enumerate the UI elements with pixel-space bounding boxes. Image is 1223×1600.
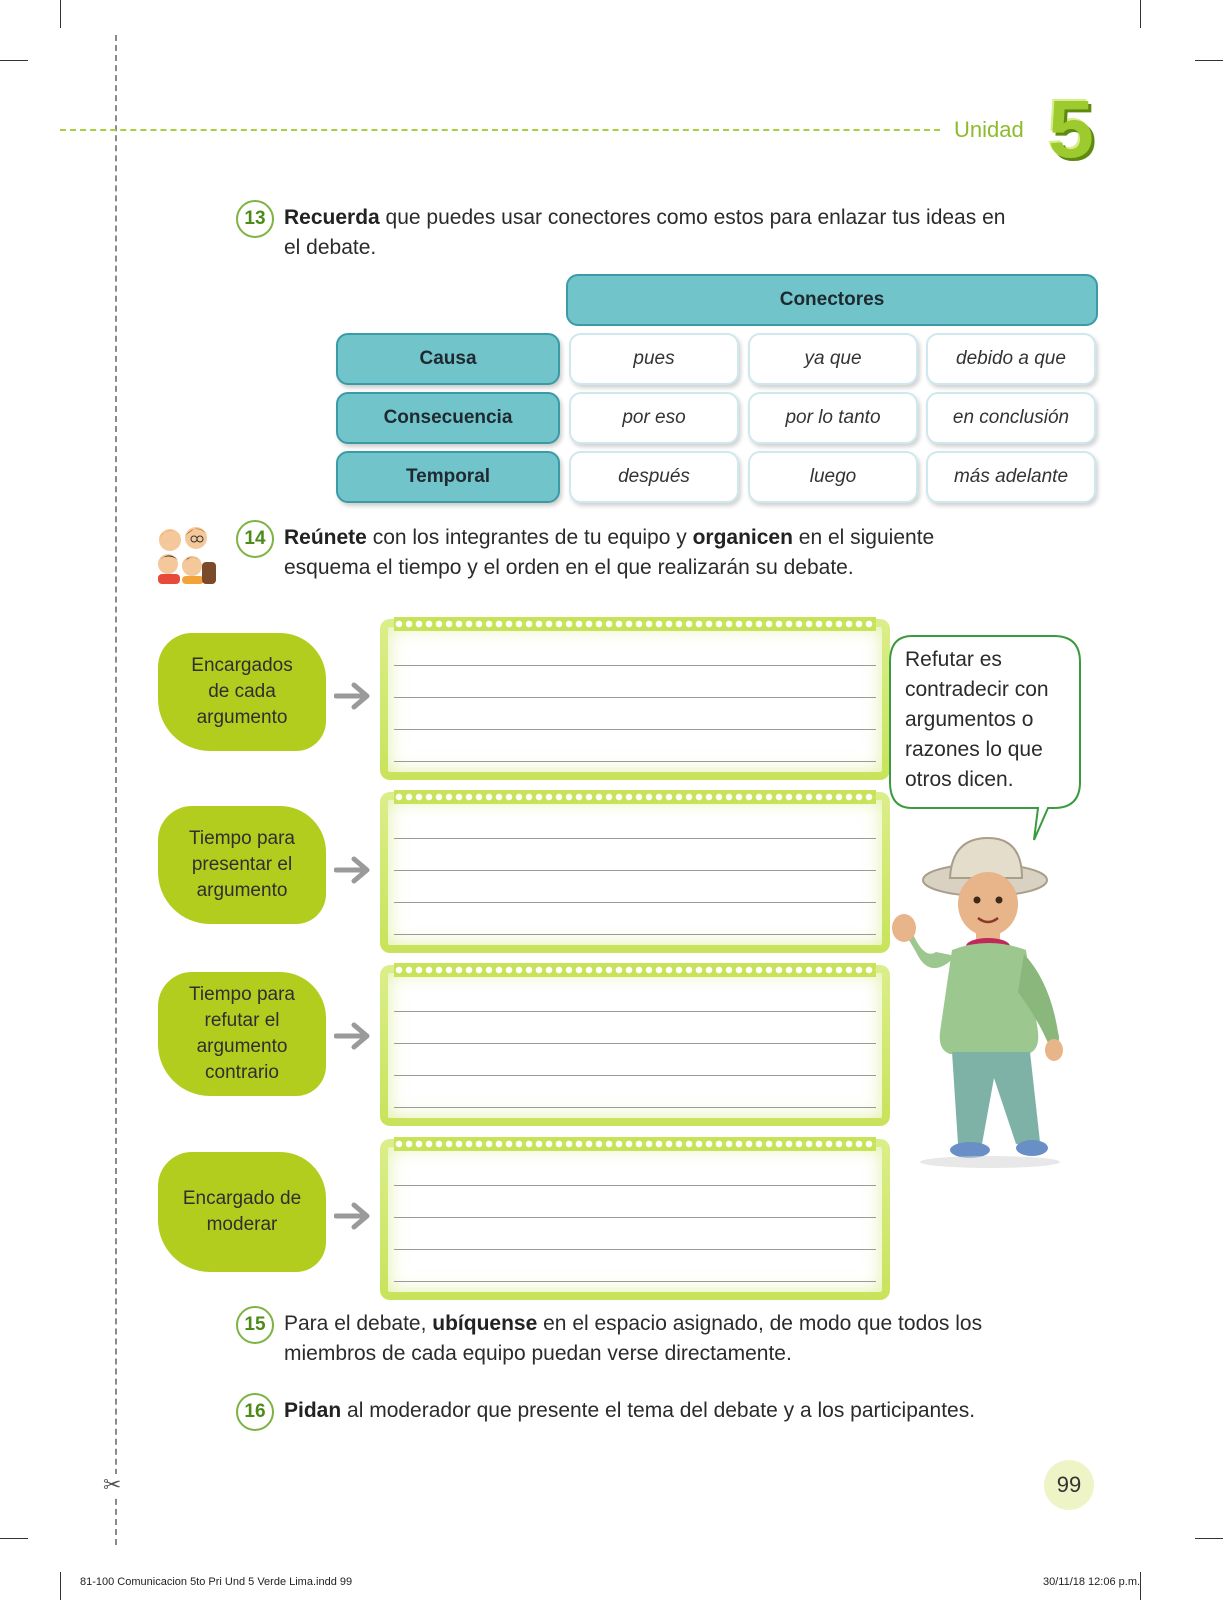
notepad-writing-area[interactable] <box>380 619 890 780</box>
schema-label-line: argumento <box>196 880 288 901</box>
connector-cell: más adelante <box>926 451 1096 503</box>
notepad-writing-area[interactable] <box>380 1139 890 1300</box>
schema-label-tiempo-presentar <box>158 806 326 924</box>
activity-16-bold: Pidan <box>284 1399 342 1422</box>
activity-16-text-1: al moderador que presente el tema del debate y a los participantes. <box>341 1399 976 1422</box>
crop-mark <box>1195 1538 1223 1539</box>
bubble-line: Refutar es <box>905 648 1002 671</box>
bubble-line: razones lo que <box>905 738 1043 761</box>
schema-label-moderar <box>158 1152 326 1272</box>
writing-line <box>394 870 876 871</box>
schema-label-line: argumento <box>196 707 288 728</box>
activity-14-bold-2: organicen <box>692 526 793 549</box>
activity-15-line-2: miembros de cada equipo puedan verse directamente. <box>284 1342 792 1365</box>
activity-14-line-2: esquema el tiempo y el orden en el que realizarán su debate. <box>284 556 854 579</box>
schema-label-encargados <box>158 633 326 751</box>
activity-14-text-1: con los integrantes de tu equipo y <box>366 526 693 549</box>
writing-line <box>394 1217 876 1218</box>
row-label-consecuencia: Consecuencia <box>336 392 560 444</box>
notepad-writing-area[interactable] <box>380 792 890 953</box>
notepad-writing-area[interactable] <box>380 965 890 1126</box>
unit-number: 5 <box>1048 84 1094 175</box>
writing-line <box>394 1185 876 1186</box>
arrow-right-icon <box>334 1021 372 1051</box>
schema-label-line: Encargados <box>191 655 293 676</box>
activity-number: 13 <box>236 200 274 238</box>
row-label-temporal: Temporal <box>336 451 560 503</box>
writing-line <box>394 1075 876 1076</box>
writing-line <box>394 1107 876 1108</box>
activity-15-text-2: en el espacio asignado, de modo que todos los <box>537 1312 983 1335</box>
crop-mark <box>0 60 28 61</box>
speech-bubble-text <box>905 645 1085 795</box>
writing-line <box>394 697 876 698</box>
crop-mark <box>1140 1572 1141 1600</box>
activity-number: 14 <box>236 520 274 558</box>
crop-mark <box>1195 60 1223 61</box>
connector-cell: pues <box>569 333 739 385</box>
schema-label-line: contrario <box>205 1062 279 1083</box>
activity-14-text-2: en el siguiente <box>792 526 935 549</box>
activity-13-text <box>284 203 1104 263</box>
connector-cell: por lo tanto <box>748 392 918 444</box>
writing-line <box>394 761 876 762</box>
activity-13-line1-text: que puedes usar conectores como estos para enlazar tus ideas en <box>379 206 1006 229</box>
notepad-spiral <box>394 1137 876 1151</box>
schema-label-line: de cada <box>208 681 276 702</box>
row-label-causa: Causa <box>336 333 560 385</box>
page-number: 99 <box>1044 1460 1094 1510</box>
activity-15-text-1: Para el debate, <box>284 1312 433 1335</box>
slug-file: 81-100 Comunicacion 5to Pri Und 5 Verde Lima.indd 99 <box>80 1576 353 1588</box>
connector-cell: ya que <box>748 333 918 385</box>
activity-13-line-2: el debate. <box>284 236 377 259</box>
crop-mark <box>1140 0 1141 28</box>
schema-label-line: presentar el <box>191 854 293 875</box>
writing-line <box>394 902 876 903</box>
notepad-spiral <box>394 617 876 631</box>
scissors-icon: ✂ <box>103 1473 122 1498</box>
boy-illustration <box>890 832 1110 1172</box>
schema-label-line: moderar <box>206 1214 278 1235</box>
writing-line <box>394 1043 876 1044</box>
schema-label-line: Tiempo para <box>189 828 295 849</box>
bubble-line: otros dicen. <box>905 768 1014 791</box>
team-icon <box>150 522 220 584</box>
crop-mark <box>60 1572 61 1600</box>
header-divider <box>60 129 940 131</box>
crop-mark <box>60 0 61 28</box>
notepad-spiral <box>394 790 876 804</box>
activity-13-line-1 <box>284 203 1104 233</box>
activity-15-bold: ubíquense <box>432 1312 538 1335</box>
writing-line <box>394 838 876 839</box>
activity-number: 15 <box>236 1306 274 1344</box>
schema-label-tiempo-refutar <box>158 972 326 1096</box>
connector-cell: después <box>569 451 739 503</box>
connector-cell: por eso <box>569 392 739 444</box>
schema-label-line: refutar el <box>204 1010 280 1031</box>
writing-line <box>394 934 876 935</box>
notepad-spiral <box>394 963 876 977</box>
connector-cell: debido a que <box>926 333 1096 385</box>
schema-label-line: argumento <box>196 1036 288 1057</box>
bubble-line: argumentos o <box>905 708 1034 731</box>
writing-line <box>394 665 876 666</box>
activity-16-line-1 <box>284 1396 1104 1426</box>
activity-14-line-1 <box>284 523 1104 553</box>
writing-line <box>394 729 876 730</box>
connector-cell: en conclusión <box>926 392 1096 444</box>
bubble-line: contradecir con <box>905 678 1049 701</box>
connector-cell: luego <box>748 451 918 503</box>
activity-14-text <box>284 523 1104 583</box>
slug-date: 30/11/18 12:06 p.m. <box>1043 1576 1141 1588</box>
activity-15-line-1 <box>284 1309 1104 1339</box>
activity-15-text <box>284 1309 1104 1369</box>
unit-label: Unidad <box>954 117 1024 142</box>
crop-mark <box>0 1538 28 1539</box>
writing-line <box>394 1249 876 1250</box>
activity-14-bold-1: Reúnete <box>284 526 367 549</box>
arrow-right-icon <box>334 681 372 711</box>
schema-label-line: Encargado de <box>182 1188 302 1209</box>
arrow-right-icon <box>334 855 372 885</box>
arrow-right-icon <box>334 1201 372 1231</box>
connectors-table-header: Conectores <box>566 274 1098 326</box>
activity-16-text <box>284 1396 1104 1426</box>
writing-line <box>394 1281 876 1282</box>
schema-label-line: Tiempo para <box>189 984 295 1005</box>
writing-line <box>394 1011 876 1012</box>
activity-13-bold: Recuerda <box>284 206 380 229</box>
activity-number: 16 <box>236 1393 274 1431</box>
cut-line <box>115 35 117 1545</box>
